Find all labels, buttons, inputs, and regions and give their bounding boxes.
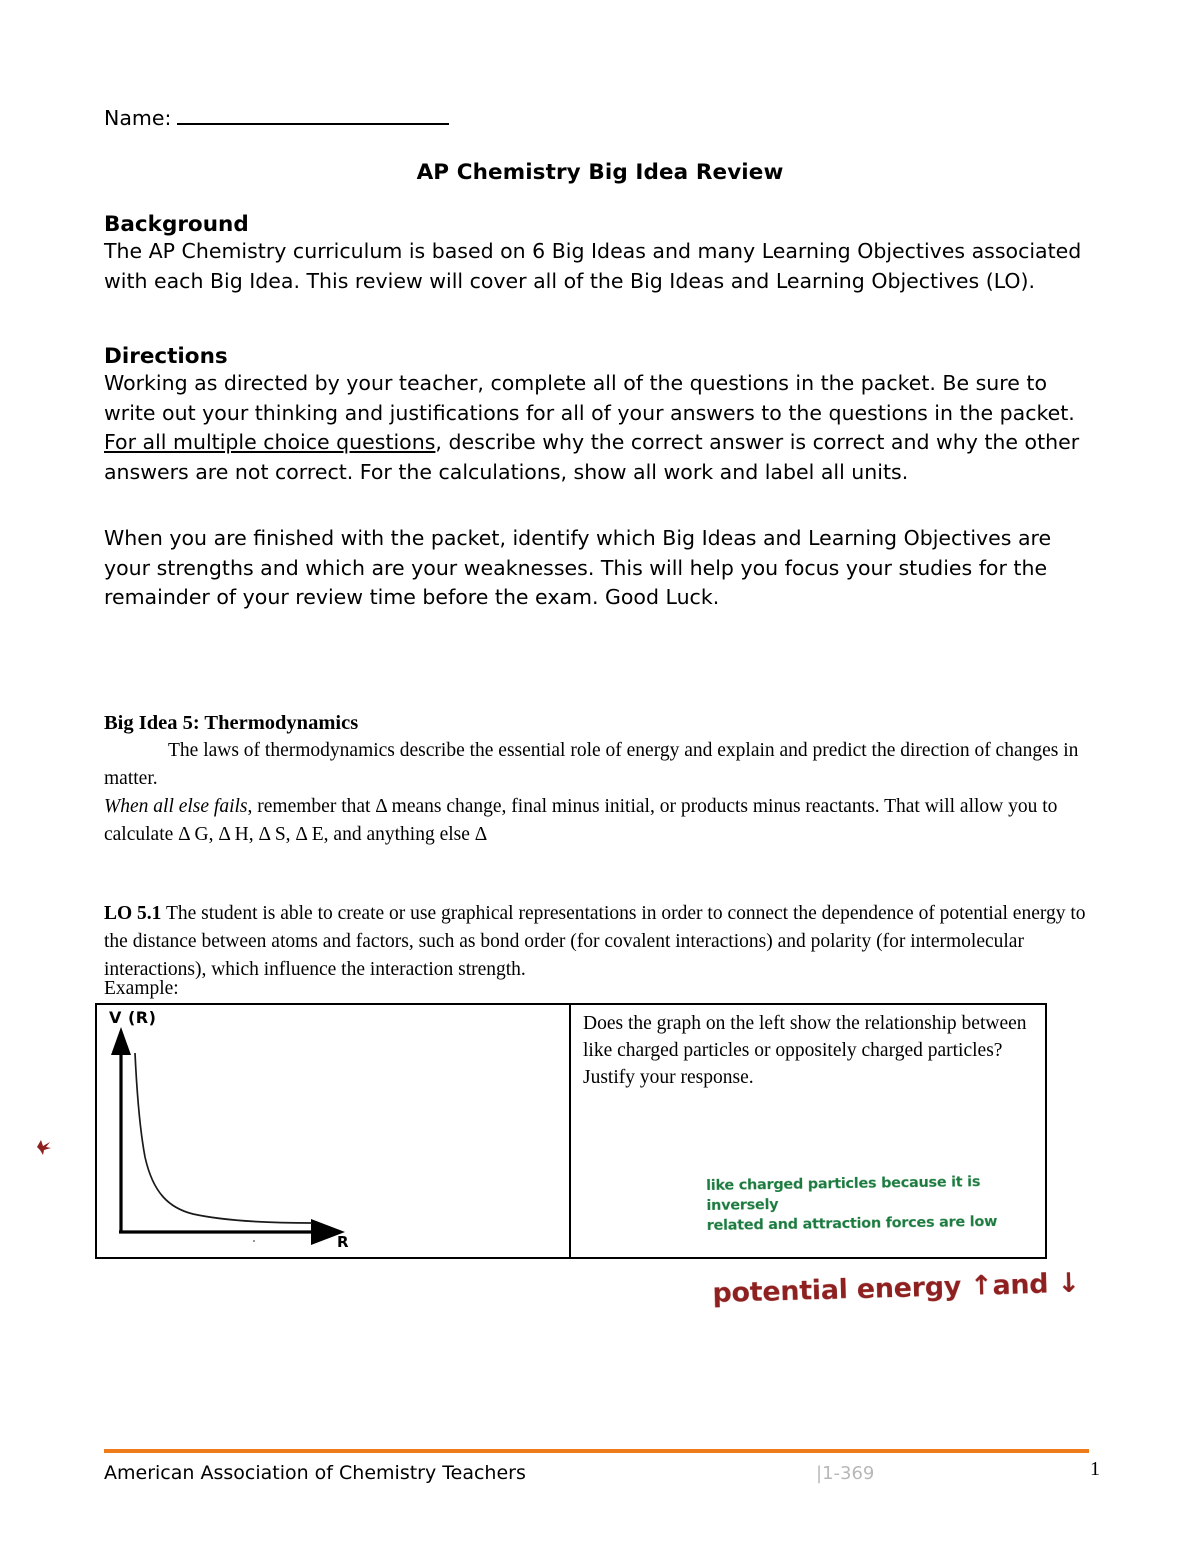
footer-page-number: 1 (1090, 1458, 1100, 1480)
name-blank-line[interactable] (177, 105, 449, 125)
directions-text-part2: , describe why the correct answer is correct and why the other answers are not correct. For the calculations, show all work and label all units. (104, 430, 1080, 484)
background-paragraph: The AP Chemistry curriculum is based on 6 Big Ideas and many Learning Objectives associated with each Big Idea. This review will cover all of the Big Ideas and Learning Objectives (LO). (104, 239, 1082, 293)
check-mark-icon (31, 1133, 57, 1159)
graph-x-axis-label: R (337, 1233, 349, 1251)
example-label: Example: (104, 978, 179, 999)
learning-objective-block (104, 900, 1089, 984)
background-heading: Background (104, 212, 249, 237)
learning-objective-tag: LO 5.1 (104, 903, 162, 924)
big-idea-paragraph-2: , remember that Δ means change, final minus initial, or products minus reactants. That will allow you to calculate Δ G, Δ H, Δ S, Δ E, and anything else Δ (104, 796, 1058, 845)
big-idea-body (104, 737, 1084, 849)
handwritten-green-answer (706, 1171, 1057, 1236)
big-idea-paragraph-1: The laws of thermodynamics describe the essential role of energy and explain and predict the direction of changes in matter. (104, 740, 1079, 789)
big-idea-heading: Big Idea 5: Thermodynamics (104, 712, 359, 734)
handwritten-green-line-1: like charged particles because it is inversely (706, 1174, 981, 1214)
directions-closing-paragraph: When you are finished with the packet, identify which Big Ideas and Learning Objectives are your strengths and which are your weaknesses. This will help you focus your studies for the remainder of your review time before the exam. Good Luck. (104, 526, 1052, 609)
handwritten-red-note: potential energy ↑and ↓ (712, 1267, 1081, 1309)
page-title: AP Chemistry Big Idea Review (416, 160, 784, 185)
big-idea-italic-phrase: When all else fails (104, 796, 248, 817)
example-question-text: Does the graph on the left show the relationship between like charged particles or oppositely charged particles? Justify your response. (583, 1013, 1027, 1088)
graph-y-axis-label: V (R) (109, 1008, 157, 1027)
footer-document-code: |1-369 (816, 1463, 875, 1484)
directions-paragraph (104, 369, 1089, 487)
handwritten-green-line-2: related and attraction forces are low (706, 1213, 998, 1234)
directions-heading: Directions (104, 344, 228, 369)
potential-energy-graph (97, 1005, 571, 1257)
footer-organization: American Association of Chemistry Teachers (104, 1462, 526, 1484)
directions-text-part1: Working as directed by your teacher, complete all of the questions in the packet. Be sure to write out your thinking and justifications for all of your answers to the questions in the packet. (104, 371, 1075, 425)
name-label: Name: (104, 106, 172, 130)
learning-objective-text: The student is able to create or use graphical representations in order to connect the dependence of potential energy to the distance between atoms and factors, such as bond order (for covalent interactions) and polarity (for intermolecular interactions), which influence the interaction strength. (104, 903, 1086, 980)
directions-underlined-phrase: For all multiple choice questions (104, 430, 436, 454)
name-field-row (104, 104, 449, 134)
footer-divider (104, 1449, 1089, 1453)
example-table-graph-cell (97, 1005, 571, 1257)
